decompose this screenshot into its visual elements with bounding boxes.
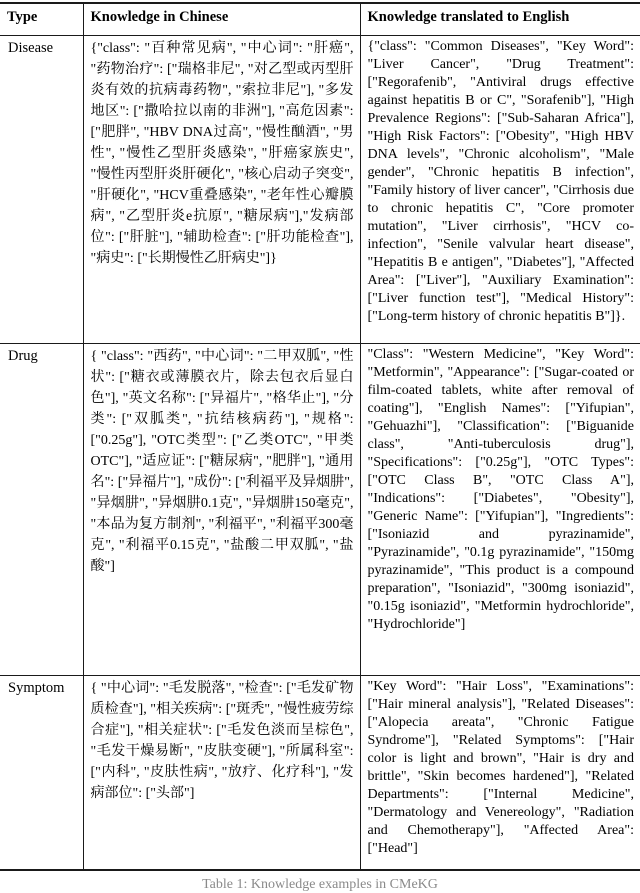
header-row — [0, 3, 640, 36]
drug-english-cell: "Class": "Western Medicine", "Key Word": "Metformin", "Appearance": ["Sugar-coated or film-coated tablets, white after removal of coating"], "English Names": ["Yifupian", "Gehuazhi"], "Classification": ["Biguanide class", "Anti-tuberculosis drug"], "Specifications": ["0.25g"], "OTC Types": ["OTC Class B", "OTC Class A"], "Indications": ["Diabetes", "Obesity"], "Generic Name": ["Yifupian"], "Ingredients": ["Isoniazid and pyrazinamide", "Pyrazinamide", "0.1g pyrazinamide", "150mg pyrazinamide", "This product is a compound preparation", "Isoniazid", "300mg isoniazid", "0.15g isoniazid", "Metformin hydrochloride", "Hydrochloride"] — [360, 344, 640, 676]
table-caption: Table 1: Knowledge examples in CMeKG — [202, 877, 438, 892]
table-row-disease — [0, 36, 640, 344]
knowledge-table — [0, 2, 640, 871]
drug-chinese-cell: { "class": "西药", "中心词": "二甲双胍", "性状": ["糖衣或薄膜衣片，除去包衣后显白色"], "英文名称": ["异福片", "格华止"], "分类": ["双胍类", "抗结核病药"], "规格": ["0.25g"], "OTC类型": ["乙类OTC", "甲类OTC"], "适应证": ["糖尿病", "肥胖"], "通用名": ["异福片"], "成份": ["利福平及异烟肼", "异烟肼", "异烟肼0.1克", "异烟肼150毫克", "本品为复方制剂", "利福平", "利福平300毫克", "利福平0.15克", "盐酸二甲双胍", "盐酸"] — [83, 344, 360, 676]
table-row-symptom — [0, 676, 640, 871]
symptom-english-cell: "Key Word": "Hair Loss", "Examinations": ["Hair mineral analysis"], "Related Diseases": ["Alopecia areata", "Chronic Fatigue Syndrome"], "Related Symptoms": ["Hair color is light and brown", "Hair is dry and brittle", "Skin becomes hardened"], "Related Departments": ["Internal Medicine", "Dermatology and Venereology", "Radiation and Chemotherapy"], "Affected Area": ["Head"] — [360, 676, 640, 871]
table-row-drug — [0, 344, 640, 676]
disease-chinese-cell: {"class": "百种常见病", "中心词": "肝癌", "药物治疗": ["瑞格非尼", "对乙型或丙型肝炎有效的抗病毒药物", "索拉非尼"], "多发地区": ["撒哈拉以南的非洲"], "高危因素": ["肥胖", "HBV DNA过高", "慢性酗酒", "男性", "慢性乙型肝炎感染", "肝癌家族史", "慢性丙型肝炎肝硬化", "核心启动子突变", "肝硬化", "HCV重叠感染", "老年性心瓣膜病", "乙型肝炎e抗原", "糖尿病"],"发病部位": ["肝脏"], "辅助检查": ["肝功能检查"], "病史": ["长期慢性乙肝病史"]} — [83, 36, 360, 344]
disease-english-cell: {"class": "Common Diseases", "Key Word": "Liver Cancer", "Drug Treatment": ["Regorafenib", "Antiviral drugs effective against hepatitis B or C", "Sorafenib"], "High Prevalence Regions": ["Sub-Saharan Africa"], "High Risk Factors": ["Obesity", "High HBV DNA levels", "Chronic alcoholism", "Male gender", "Chronic hepatitis B infection", "Family history of liver cancer", "Cirrhosis due to chronic hepatitis C", "Core promoter mutation", "Liver cirrhosis", "HCV co-infection", "Senile valvular heart disease", "Hepatitis B e antigen", "Diabetes"], "Affected Area": ["Liver"], "Auxiliary Examination": ["Liver function test"], "Medical History": ["Long-term history of chronic hepatitis B"]}. — [360, 36, 640, 344]
drug-type-label: Drug — [0, 344, 83, 676]
col-header-type: Type — [0, 3, 83, 36]
col-header-english: Knowledge translated to English — [360, 3, 640, 36]
col-header-chinese: Knowledge in Chinese — [83, 3, 360, 36]
disease-type-label: Disease — [0, 36, 83, 344]
symptom-chinese-cell: { "中心词": "毛发脱落", "检查": ["毛发矿物质检查"], "相关疾病": ["斑秃", "慢性疲劳综合症"], "相关症状": ["毛发色淡而呈棕色", "毛发干燥易断", "皮肤变硬"], "所属科室": ["内科", "皮肤性病", "放疗、化疗科"], "发病部位": ["头部"] — [83, 676, 360, 871]
symptom-type-label: Symptom — [8, 680, 65, 696]
